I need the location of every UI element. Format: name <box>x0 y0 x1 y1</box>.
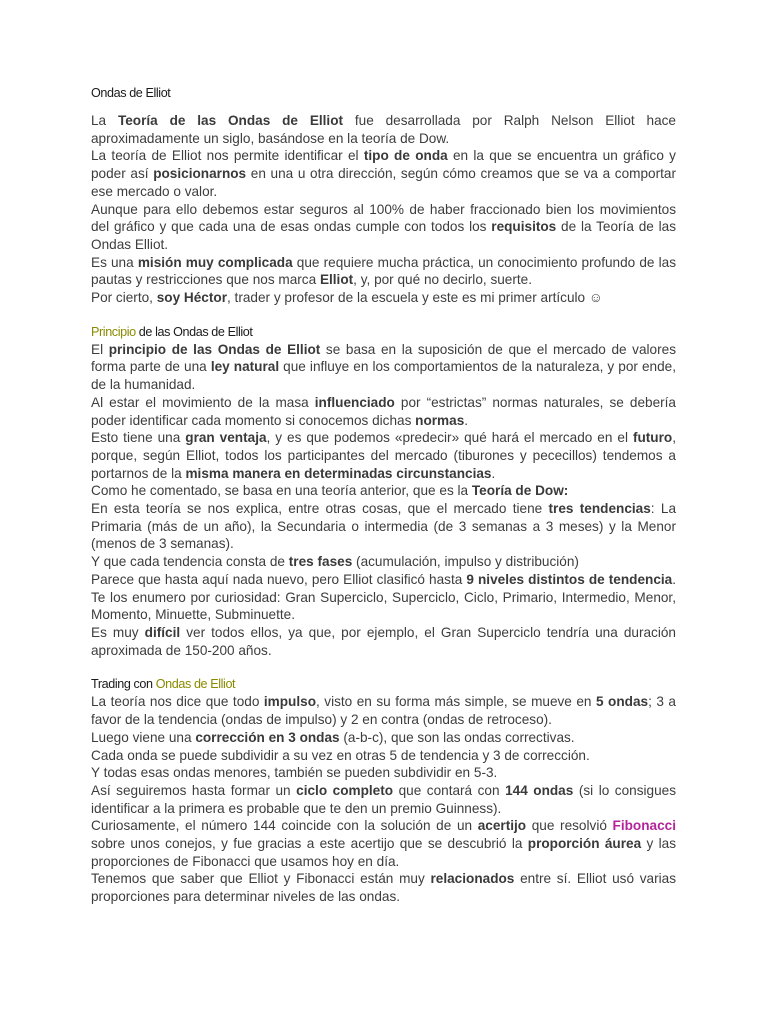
bold-text: difícil <box>144 624 181 640</box>
text-run: en la que se encuentra un gráfico y poder así <box>91 148 676 182</box>
text-run: fue desarrollada por Ralph Nelson Elliot hace aproximadamente un siglo, basándose en la teoría de Dow. <box>91 113 676 146</box>
text-run: y las proporciones de Fibonacci que usamos hoy en día. <box>91 836 676 869</box>
bold-text: corrección en 3 ondas <box>195 729 340 745</box>
bold-text: ciclo completo <box>296 782 394 798</box>
text-run: se basa en la suposición de que el mercado de valores forma parte de una <box>91 341 676 375</box>
text-run: Y todas esas ondas menores, también se pueden subdividir en 5-3. <box>91 765 498 781</box>
text-run: que influye en los comportamientos de la naturaleza, y por ende, de la humanidad. <box>91 359 677 393</box>
bold-text: 144 ondas <box>505 782 574 798</box>
text-run: La teoría de Elliot nos permite identificar el <box>91 148 364 164</box>
text-run: . <box>464 412 469 428</box>
paragraph <box>91 764 676 782</box>
paragraph <box>91 693 676 728</box>
document-page <box>91 84 676 906</box>
paragraph <box>91 747 676 765</box>
text-run: El <box>91 341 109 357</box>
bold-text: 9 niveles distintos de tendencia <box>466 571 673 587</box>
text-run: Al estar el movimiento de la masa <box>91 394 315 410</box>
bold-text: principio de las Ondas de Elliot <box>108 341 321 357</box>
text-run: En esta teoría se nos explica, entre otras cosas, que el mercado tiene <box>91 501 549 517</box>
bold-text: Teoría de Dow: <box>471 483 569 499</box>
bold-text: futuro <box>632 430 673 446</box>
bold-text: 5 ondas <box>596 694 649 710</box>
document-title: Ondas de Elliot <box>91 86 171 100</box>
text-run: Parece que hasta aquí nada nuevo, pero Elliot clasificó hasta <box>91 571 467 587</box>
text-run: , y, por qué no decirlo, suerte. <box>353 272 533 288</box>
bold-text: misión muy complicada <box>137 254 293 270</box>
paragraph <box>91 201 676 254</box>
text-run: . <box>491 465 496 481</box>
paragraph <box>91 429 676 482</box>
text-run: (acumulación, impulso y distribución) <box>352 554 579 570</box>
text-run: por “estrictas” normas naturales, se debería poder identificar cada momento si conocemos dichas <box>91 394 676 428</box>
paragraph <box>91 112 676 147</box>
bold-text: Elliot <box>319 272 354 288</box>
text-run: Luego viene una <box>91 729 196 745</box>
text-run: de la Teoría de las Ondas Elliot. <box>91 219 677 252</box>
text-run: (si lo consigues identificar a la primera es probable que te den un premio Guinness). <box>91 782 676 816</box>
text-run: , porque, según Elliot, todos los participantes del mercado (tiburones y pececillos) tendemos a portarnos de la <box>91 430 676 481</box>
section-heading <box>91 675 676 693</box>
bold-text: gran ventaja <box>185 430 267 446</box>
text-run: Curiosamente, el número 144 coincide con la solución de un <box>91 818 478 834</box>
text-run: Trading con <box>91 677 156 692</box>
text-run: , y es que podemos «predecir» qué hará el mercado en el <box>266 430 633 446</box>
paragraph <box>91 624 676 659</box>
section-intro <box>91 112 676 307</box>
bold-text: influenciado <box>314 394 395 410</box>
text-run: en una u otra dirección, según cómo creamos que se va a comportar ese mercado o valor. <box>91 166 676 199</box>
paragraph <box>91 782 676 817</box>
bold-text: Teoría de las Ondas de Elliot <box>117 113 344 128</box>
text-run: que resolvió <box>526 818 613 834</box>
paragraph <box>91 289 676 307</box>
text-run: Por cierto, <box>91 290 157 306</box>
text-run: , trader y profesor de la escuela y este es mi primer artículo ☺ <box>227 290 603 306</box>
text-run: : La Primaria (más de un año), la Secundaria o intermedia (de 3 semanas a 3 meses) y la Menor (menos de 3 semanas). <box>91 501 676 552</box>
text-run: ; 3 a favor de la tendencia (ondas de impulso) y 2 en contra (ondas de retroceso). <box>91 694 676 728</box>
bold-text: posicionarnos <box>153 166 247 182</box>
text-run: Así seguiremos hasta formar un <box>91 782 297 798</box>
paragraph <box>91 254 676 289</box>
text-run: que contará con <box>393 782 506 798</box>
bold-text: requisitos <box>491 219 557 235</box>
text-run: Cada onda se puede subdividir a su vez en otras 5 de tendencia y 3 de corrección. <box>91 747 590 763</box>
bold-text: tipo de onda <box>363 148 448 164</box>
paragraph <box>91 482 676 500</box>
section-trading <box>91 675 676 905</box>
bold-text: soy Héctor <box>156 290 227 306</box>
accent-text: Ondas de Elliot <box>155 677 236 692</box>
paragraph <box>91 729 676 747</box>
text-run: Tenemos que saber que Elliot y Fibonacci están muy <box>91 871 431 887</box>
section-heading <box>91 323 676 341</box>
text-run: Como he comentado, se basa en una teoría anterior, que es la <box>91 483 472 499</box>
paragraph <box>91 341 676 394</box>
text-run: ver todos ellos, ya que, por ejemplo, el Gran Superciclo tendría una duración aproximada de 150-200 años. <box>91 624 676 658</box>
text-run: Es muy <box>91 624 145 640</box>
fibonacci-highlight: Fibonacci <box>612 818 676 834</box>
bold-text: relacionados <box>430 871 515 887</box>
bold-text: impulso <box>263 694 317 710</box>
text-run: Esto tiene una <box>91 430 186 446</box>
bold-text: normas <box>415 412 465 428</box>
paragraph <box>91 870 676 905</box>
bold-text: tres tendencias <box>548 501 651 517</box>
text-run: . Te los enumero por curiosidad: Gran Superciclo, Superciclo, Ciclo, Primario, Intermedio, Menor, Momento, Minuette, Subminuette. <box>91 571 676 623</box>
text-run: , visto en su forma más simple, se mueve en <box>316 694 596 710</box>
paragraph <box>91 817 676 870</box>
text-run: (a-b-c), que son las ondas correctivas. <box>339 729 575 745</box>
bold-text: proporción áurea <box>527 836 642 852</box>
bold-text: tres fases <box>288 554 353 570</box>
text-run: La <box>91 113 118 128</box>
accent-text: Principio <box>91 324 136 339</box>
bold-text: misma manera en determinadas circunstancias <box>185 465 492 481</box>
paragraph <box>91 500 676 553</box>
text-run: de las Ondas de Elliot <box>135 324 253 339</box>
text-run: que requiere mucha práctica, un conocimiento profundo de las pautas y restricciones que nos marca <box>91 254 676 288</box>
bold-text: ley natural <box>210 359 280 375</box>
text-run: Aunque para ello debemos estar seguros al 100% de haber fraccionado bien los movimientos del gráfico y que cada una de esas ondas cumple con todos los <box>91 201 676 235</box>
paragraph <box>91 147 676 200</box>
text-run: Es una <box>91 254 138 270</box>
text-run: entre sí. Elliot usó varias proporciones para determinar niveles de las ondas. <box>91 871 676 905</box>
paragraph <box>91 553 676 571</box>
bold-text: acertijo <box>477 818 527 834</box>
paragraph <box>91 394 676 429</box>
text-run: La teoría nos dice que todo <box>91 694 264 710</box>
text-run: sobre unos conejos, y fue gracias a este acertijo que se descubrió la <box>91 836 528 852</box>
paragraph <box>91 571 676 624</box>
text-run: Y que cada tendencia consta de <box>91 554 289 570</box>
section-principio <box>91 323 676 660</box>
